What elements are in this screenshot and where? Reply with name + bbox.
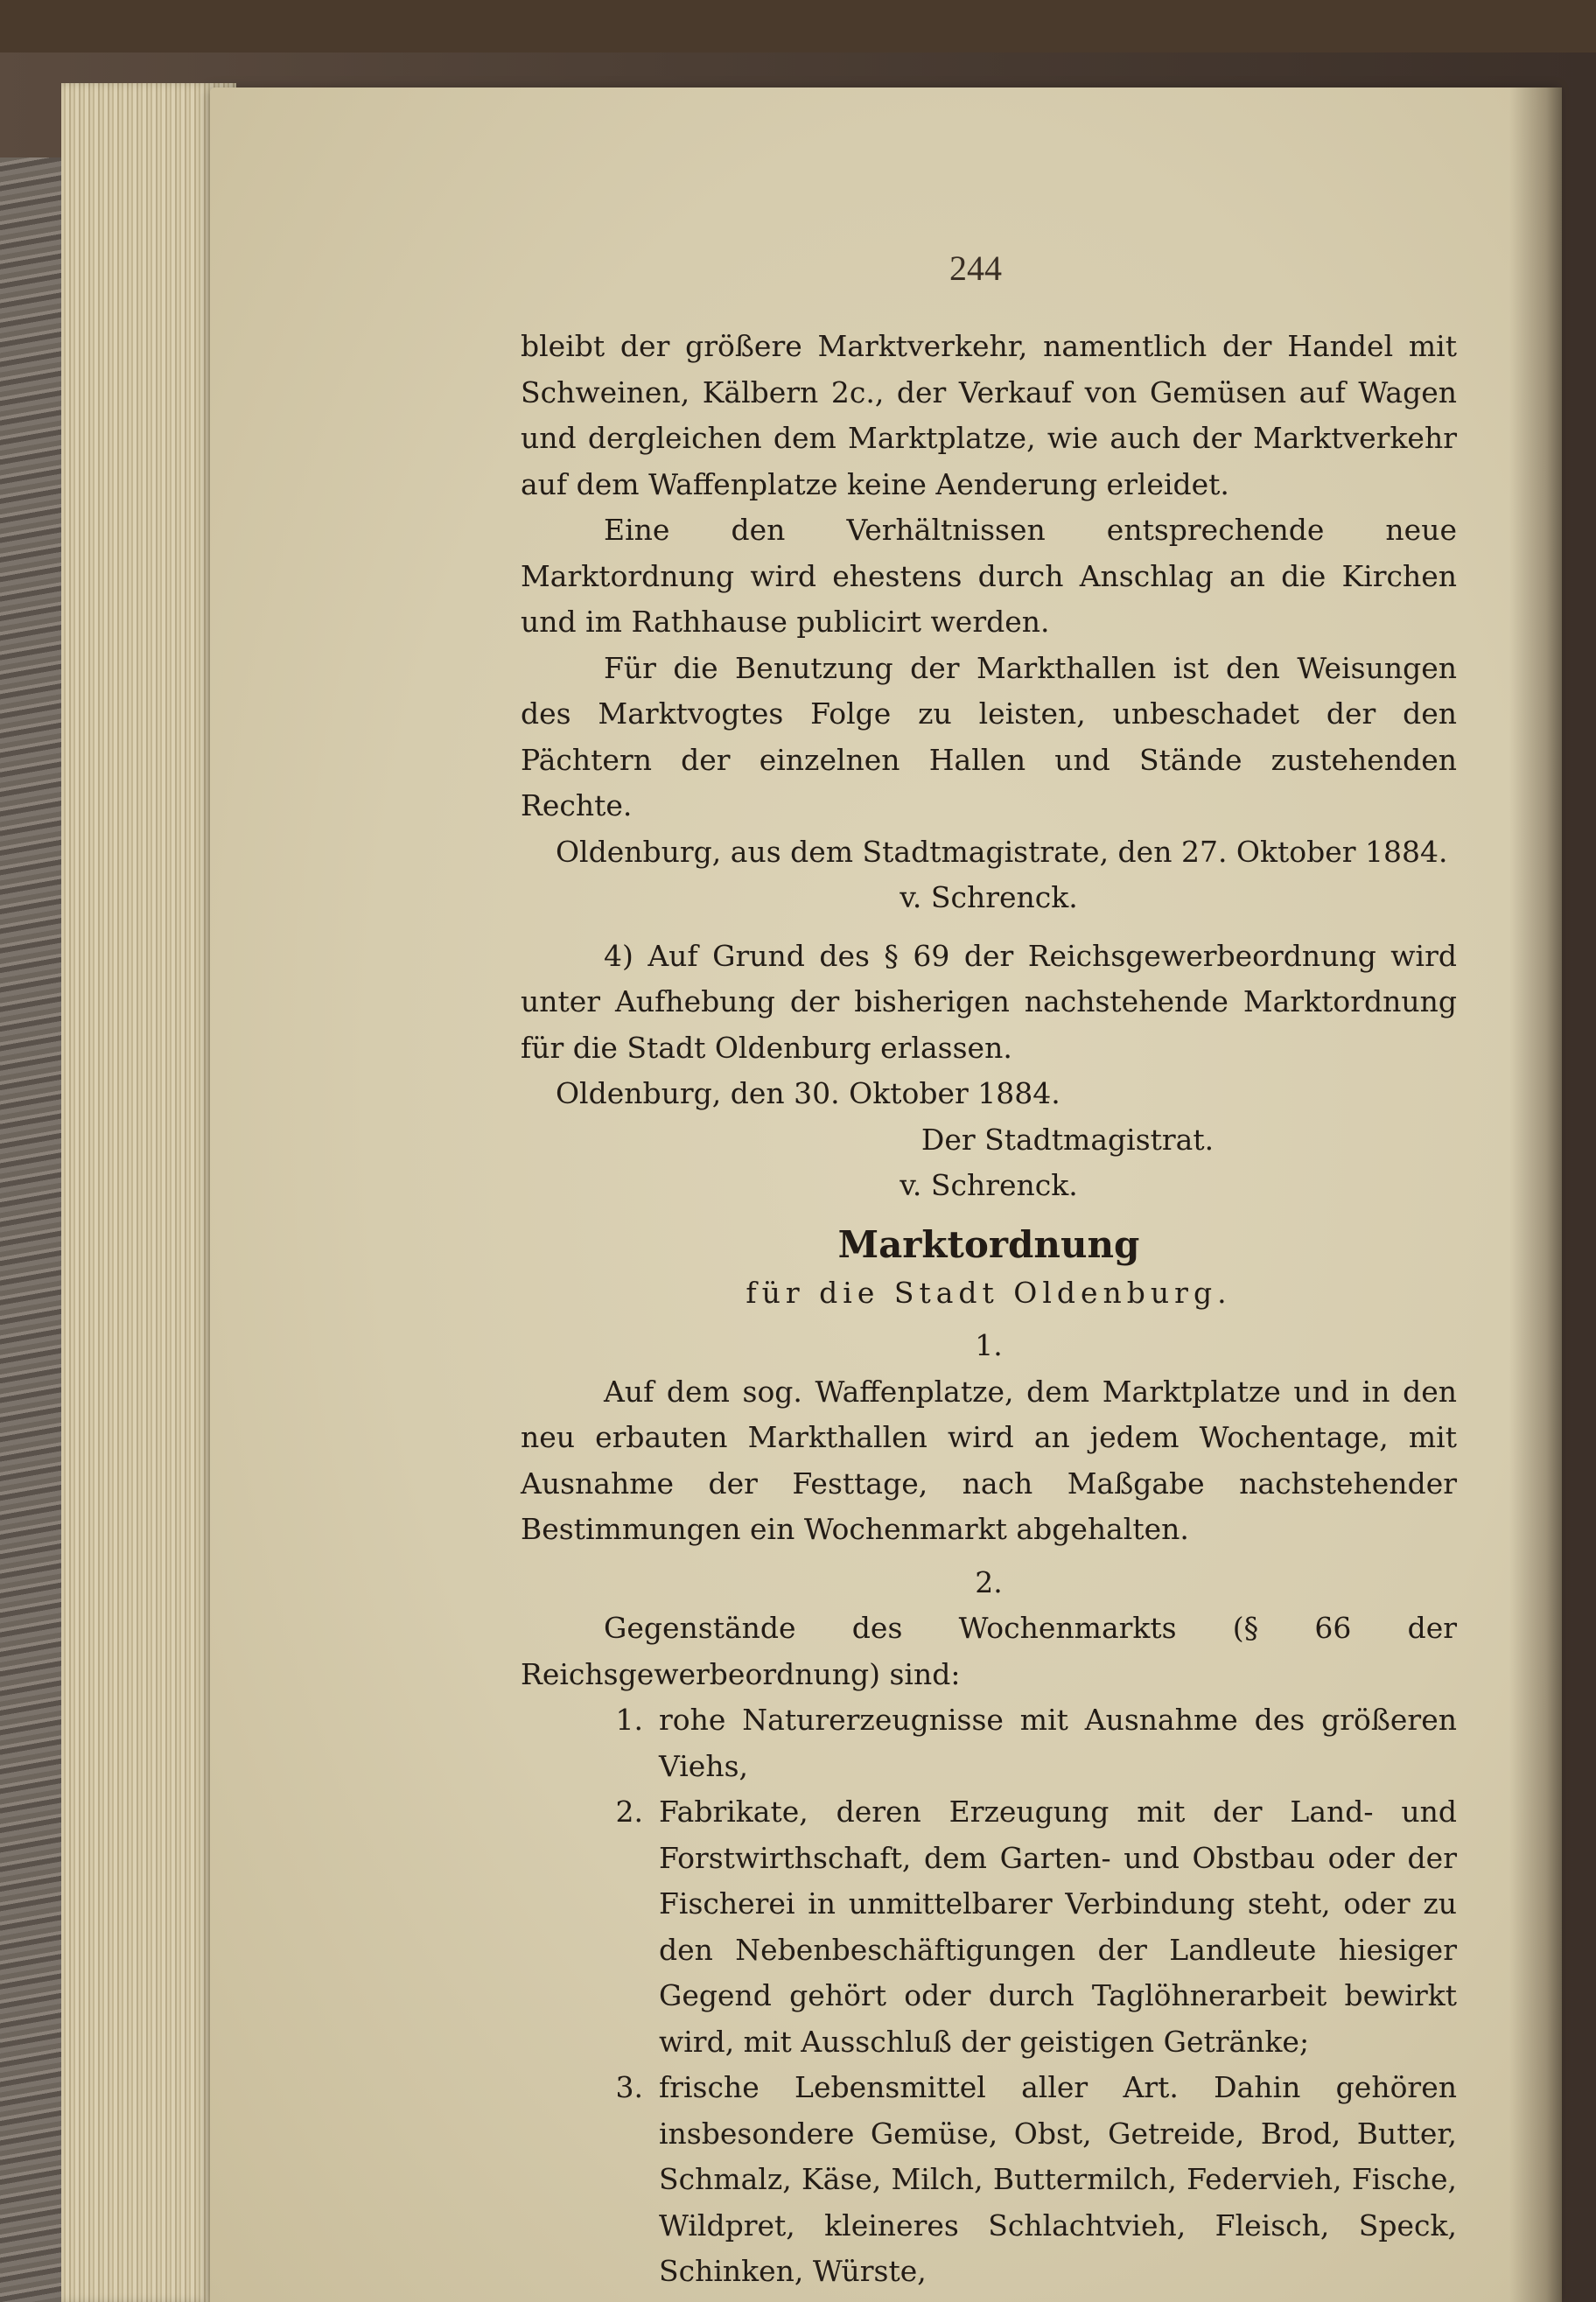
dateline: Oldenburg, den 30. Oktober 1884. — [556, 1076, 1060, 1110]
paragraph: 4) Auf Grund des § 69 der Reichsgewerbeordnung wird unter Aufhebung der bisherigen nachstehende Marktordnung für die Stadt Oldenburg erlassen. — [521, 938, 1457, 1065]
page-text — [521, 324, 1457, 2295]
section-subtitle: für die Stadt Oldenburg. — [746, 1275, 1232, 1310]
list-item-number: 1. — [615, 1703, 643, 1737]
paragraph: Gegenstände des Wochenmarkts (§ 66 der Reichsgewerbeordnung) sind: — [521, 1611, 1457, 1691]
signature: v. Schrenck. — [900, 1168, 1078, 1202]
dateline: Oldenburg, aus dem Stadtmagistrate, den 27. Oktober 1884. — [556, 834, 1448, 869]
list-item — [521, 1789, 1457, 2065]
section-number: 1. — [975, 1328, 1003, 1362]
paragraph: Für die Benutzung der Markthallen ist den Weisungen des Marktvogtes Folge zu leisten, unbeschadet der den Pächtern der einzelnen Hallen und Stände zustehenden Rechte. — [521, 650, 1457, 822]
signature: v. Schrenck. — [900, 880, 1078, 914]
list-item-text: rohe Naturerzeugnisse mit Ausnahme des größeren Viehs, — [659, 1703, 1457, 1783]
marbled-board — [0, 157, 61, 2302]
list-item-text: Fabrikate, deren Erzeugung mit der Land- und Forstwirthschaft, dem Garten- und Obstbau oder der Fischerei in unmittelbarer Verbindung steht, oder zu den Nebenbeschäftigungen der Landleute hiesiger Gegend gehört oder durch Taglöhnerarbeit bewirkt wird, mit Ausschluß der geistigen Getränke; — [659, 1795, 1457, 2059]
list-item — [521, 2065, 1457, 2295]
authority: Der Stadtmagistrat. — [920, 1122, 1214, 1157]
list-item — [521, 1697, 1457, 1789]
section-title: Marktordnung — [837, 1222, 1140, 1266]
page-number: 244 — [949, 248, 1002, 288]
paragraph: Eine den Verhältnissen entsprechende neue Marktordnung wird ehestens durch Anschlag an die Kirchen und im Rathhause publicirt werden. — [521, 513, 1457, 639]
paragraph: bleibt der größere Marktverkehr, namentlich der Handel mit Schweinen, Kälbern 2c., der Verkauf von Gemüsen auf Wagen und dergleichen dem Marktplatze, wie auch der Marktverkehr auf dem Waffenplatze keine Aenderung erleidet. — [521, 329, 1457, 501]
section-number: 2. — [975, 1564, 1003, 1599]
page-gutter-shadow — [1509, 87, 1562, 2302]
paragraph: Auf dem sog. Waffenplatze, dem Marktplatze und in den neu erbauten Markthallen wird an jedem Wochentage, mit Ausnahme der Festtage, nach Maßgabe nachstehender Bestimmungen ein Wochenmarkt abgehalten. — [521, 1374, 1457, 1546]
list-item-text: frische Lebensmittel aller Art. Dahin gehören insbesondere Gemüse, Obst, Getreide, Brod, Butter, Schmalz, Käse, Milch, Buttermilch, Federvieh, Fische, Wildpret, kleineres Schlachtvieh, Fleisch, Speck, Schinken, Würste, — [659, 2070, 1457, 2288]
list-item-number: 3. — [615, 2070, 643, 2104]
list-item-number: 2. — [615, 1795, 643, 1829]
